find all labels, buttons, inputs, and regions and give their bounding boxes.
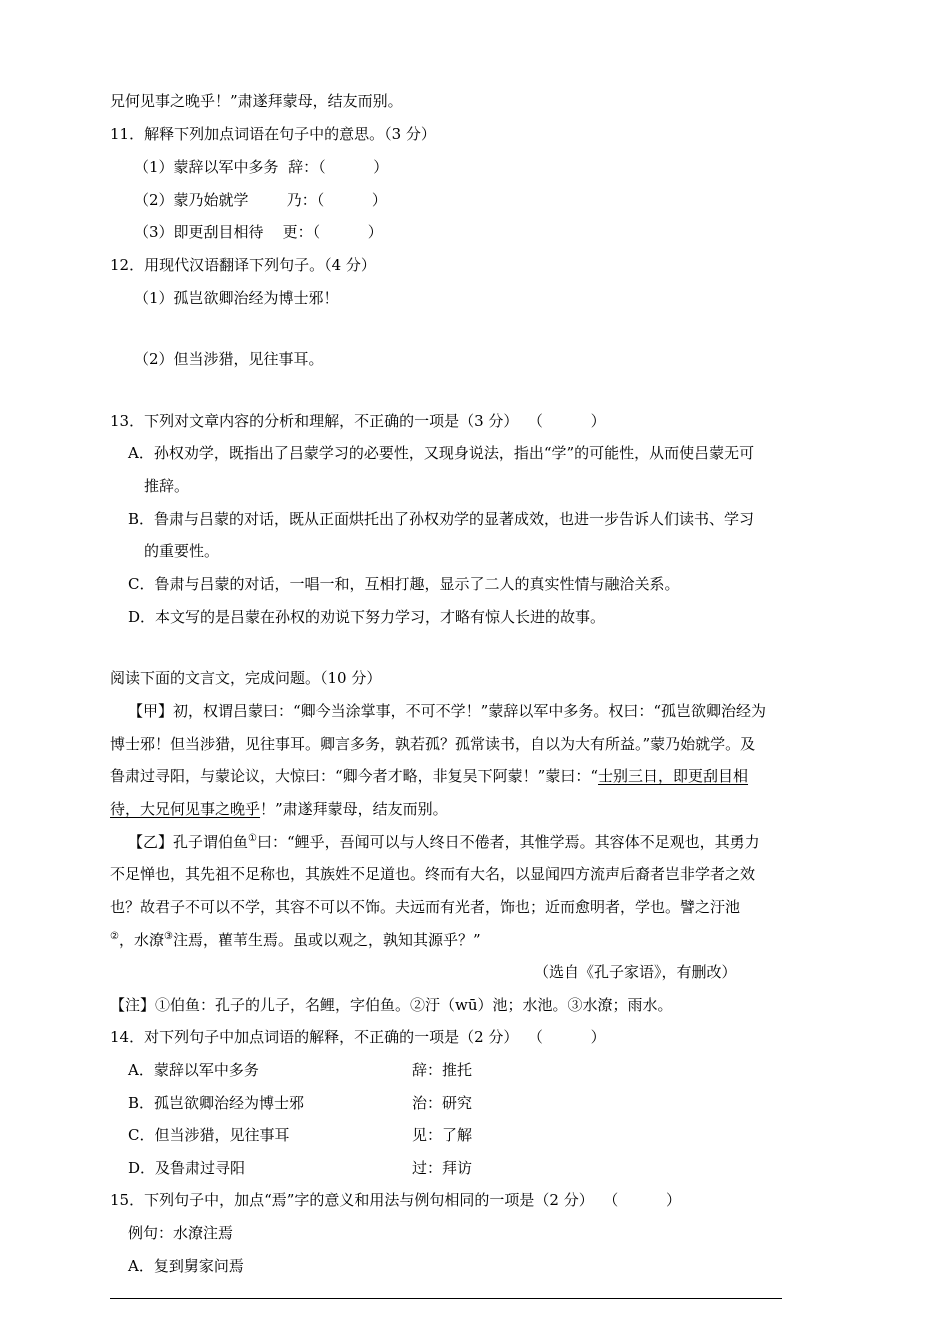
question-13-option-a-cont: 推辞。 <box>144 477 190 495</box>
question-14-option-a-gloss: 辞：推托 <box>412 1061 473 1079</box>
footnote-marker-1: ① <box>248 833 257 844</box>
question-14-option-c-gloss: 见：了解 <box>412 1126 473 1144</box>
question-15-example: 例句：水潦注焉 <box>128 1224 234 1242</box>
question-12-item-2: （2）但当涉猎，见往事耳。 <box>134 350 324 368</box>
passage-jia-line-3 <box>110 766 748 786</box>
passage-jia-line-2: 博士邪！但当涉猎，见往事耳。卿言多务，孰若孤？孤常读书，自以为大有所益。”蒙乃始就学。及 <box>110 735 756 753</box>
passage-yi-start: 【乙】孔子谓伯鱼 <box>128 833 249 851</box>
passage-yi-line-1 <box>128 832 760 852</box>
question-14-option-b-gloss: 治：研究 <box>412 1094 473 1112</box>
question-14-option-d-gloss: 过：拜访 <box>412 1159 473 1177</box>
question-14-option-c: C．但当涉猎，见往事耳 <box>128 1126 290 1144</box>
question-14-option-d: D．及鲁肃过寻阳 <box>128 1159 246 1177</box>
question-12-item-1: （1）孤岂欲卿治经为博士邪！ <box>134 289 339 307</box>
passage-jia-text-end: ！”肃遂拜蒙母，结友而别。 <box>260 800 448 818</box>
question-14-option-b: B．孤岂欲卿治经为博士邪 <box>128 1094 305 1112</box>
text-line: 兄何见事之晚乎！”肃遂拜蒙母，结友而别。 <box>110 92 403 110</box>
passage-jia-text: 鲁肃过寻阳，与蒙论议，大惊曰：“卿今者才略，非复吴下阿蒙！”蒙曰：“ <box>110 767 599 785</box>
passage-yi-line-4 <box>110 930 481 950</box>
footer-rule <box>110 1298 782 1299</box>
question-13: 13．下列对文章内容的分析和理解，不正确的一项是（3 分） （ ） <box>110 412 606 430</box>
passage-jia-line-1: 【甲】初，权谓吕蒙曰：“卿今当涂掌事，不可不学！”蒙辞以军中多务。权曰：“孤岂欲卿治经为 <box>128 702 767 720</box>
question-11-item-2: （2）蒙乃始就学 乃：（ ） <box>134 191 387 209</box>
question-13-option-c: C．鲁肃与吕蒙的对话，一唱一和，互相打趣，显示了二人的真实性情与融洽关系。 <box>128 575 680 593</box>
question-15: 15．下列句子中，加点“焉”字的意义和用法与例句相同的一项是（2 分） （ ） <box>110 1191 681 1209</box>
question-13-option-b: B．鲁肃与吕蒙的对话，既从正面烘托出了孙权劝学的显著成效，也进一步告诉人们读书、学习 <box>128 510 755 528</box>
footnote-marker-2: ② <box>110 931 119 942</box>
underlined-sentence-cont: 待，大兄何见事之晚乎 <box>110 800 261 818</box>
passage-jia-line-4 <box>110 799 448 819</box>
footnote-marker-3: ③ <box>163 931 173 942</box>
question-13-option-a: A．孙权劝学，既指出了吕蒙学习的必要性，又现身说法，指出“学”的可能性，从而使吕蒙无可 <box>128 444 755 462</box>
question-11-item-3: （3）即更刮目相待 更：（ ） <box>134 223 383 241</box>
passage-yi-text-b: 注焉，雚苇生焉。虽或以观之，孰知其源乎？” <box>172 931 481 949</box>
question-14: 14．对下列句子中加点词语的解释，不正确的一项是（2 分） （ ） <box>110 1028 606 1046</box>
source-citation: （选自《孔子家语》，有删改） <box>534 963 737 981</box>
annotation-note: 【注】①伯鱼：孔子的儿子，名鲤，字伯鱼。②汙（wū）池；水池。③水潦；雨水。 <box>110 996 673 1014</box>
passage-yi-line-3: 也？故君子不可以不学，其容不可以不饰。夫远而有光者，饰也；近而愈明者，学也。譬之汙池 <box>110 898 741 916</box>
underlined-sentence: 士别三日，即更刮目相 <box>598 767 749 785</box>
question-12: 12．用现代汉语翻译下列句子。（4 分） <box>110 256 376 274</box>
question-15-option-a: A．复到舅家问焉 <box>128 1257 244 1275</box>
question-13-option-b-cont: 的重要性。 <box>144 542 220 560</box>
question-11-item-1: （1）蒙辞以军中多务 辞：（ ） <box>134 158 389 176</box>
question-11: 11．解释下列加点词语在句子中的意思。（3 分） <box>110 125 436 143</box>
passage-yi-text: 曰：“鲤乎，吾闻可以与人终日不倦者，其惟学焉。其容体不足观也，其勇力 <box>256 833 760 851</box>
reading-instruction: 阅读下面的文言文，完成问题。（10 分） <box>110 669 382 687</box>
passage-yi-text-a: ，水潦 <box>118 931 164 949</box>
question-14-option-a: A．蒙辞以军中多务 <box>128 1061 259 1079</box>
question-13-option-d: D．本文写的是吕蒙在孙权的劝说下努力学习，才略有惊人长进的故事。 <box>128 608 606 626</box>
passage-yi-line-2: 不足惮也，其先祖不足称也，其族姓不足道也。终而有大名，以显闻四方流声后裔者岂非学者之效 <box>110 865 756 883</box>
